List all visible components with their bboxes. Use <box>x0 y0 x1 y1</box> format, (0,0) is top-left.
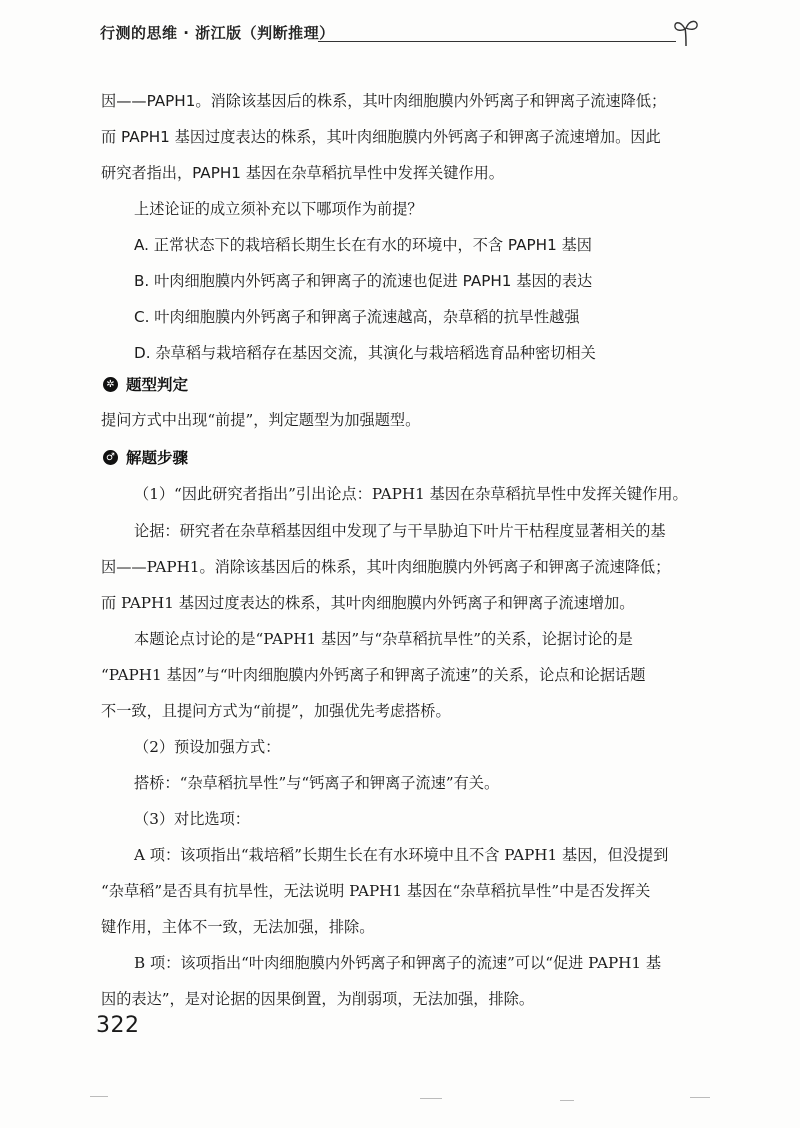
step-line: 搭桥：“杂草稻抗旱性”与“钙离子和钾离子流速”有关。 <box>134 774 500 792</box>
section-type-text: 提问方式中出现“前提”，判定题型为加强题型。 <box>101 411 421 429</box>
question-prompt: 上述论证的成立须补充以下哪项作为前提？ <box>134 200 423 218</box>
scan-speck <box>690 1097 710 1098</box>
step-line: “杂草稻”是否具有抗旱性，无法说明 PAPH1 基因在“杂草稻抗旱性”中是否发挥关 <box>101 882 651 900</box>
step-line: 因——PAPH1。消除该基因后的株系，其叶肉细胞膜内外钙离子和钾离子流速降低； <box>101 558 671 576</box>
step-line: 因的表达”，是对论据的因果倒置，为削弱项，无法加强，排除。 <box>101 990 535 1008</box>
question-line: 因——PAPH1。消除该基因后的株系，其叶肉细胞膜内外钙离子和钾离子流速降低； <box>101 92 667 110</box>
step-line: “PAPH1 基因”与“叶肉细胞膜内外钙离子和钾离子流速”的关系，论点和论据话题 <box>101 666 646 684</box>
option-a: A. 正常状态下的栽培稻长期生长在有水的环境中，不含 PAPH1 基因 <box>134 236 592 254</box>
scan-speck <box>90 1096 108 1097</box>
running-header <box>0 0 800 60</box>
gear-icon: ✲ <box>103 377 118 392</box>
header-title: 行测的思维 · 浙江版（判断推理） <box>100 24 335 42</box>
step-line: 本题论点讨论的是“PAPH1 基因”与“杂草稻抗旱性”的关系，论据讨论的是 <box>134 630 633 648</box>
question-line: 研究者指出，PAPH1 基因在杂草稻抗旱性中发挥关键作用。 <box>101 164 504 182</box>
sprout-icon <box>672 16 700 48</box>
section-heading-steps <box>103 446 188 468</box>
step-line: 不一致，且提问方式为“前提”，加强优先考虑搭桥。 <box>101 702 451 720</box>
step-line: （2）预设加强方式： <box>134 738 281 756</box>
step-line: B 项：该项指出“叶肉细胞膜内外钙离子和钾离子的流速”可以“促进 PAPH1 基 <box>134 954 662 972</box>
section-heading-type <box>103 373 188 395</box>
question-line: 而 PAPH1 基因过度表达的株系，其叶肉细胞膜内外钙离子和钾离子流速增加。因此 <box>101 128 661 146</box>
scan-speck <box>420 1098 442 1099</box>
page-number: 322 <box>96 1013 140 1038</box>
scan-speck <box>560 1100 574 1101</box>
option-d: D. 杂草稻与栽培稻存在基因交流，其演化与栽培稻选育品种密切相关 <box>134 344 596 362</box>
step-line: 键作用，主体不一致，无法加强，排除。 <box>101 918 375 936</box>
step-line: （3）对比选项： <box>134 810 250 828</box>
step-line: 而 PAPH1 基因过度表达的株系，其叶肉细胞膜内外钙离子和钾离子流速增加。 <box>101 594 635 612</box>
step-line: 论据：研究者在杂草稻基因组中发现了与干旱胁迫下叶片干枯程度显著相关的基 <box>134 522 666 540</box>
option-b: B. 叶肉细胞膜内外钙离子和钾离子的流速也促进 PAPH1 基因的表达 <box>134 272 593 290</box>
mars-icon: ♂ <box>103 450 118 465</box>
step-line: A 项：该项指出“栽培稻”长期生长在有水环境中且不含 PAPH1 基因，但没提到 <box>134 846 669 864</box>
option-c: C. 叶肉细胞膜内外钙离子和钾离子流速越高，杂草稻的抗旱性越强 <box>134 308 580 326</box>
section-heading-label: 题型判定 <box>126 376 189 394</box>
header-rule <box>318 41 676 42</box>
step-line: （1）“因此研究者指出”引出论点：PAPH1 基因在杂草稻抗旱性中发挥关键作用。 <box>134 485 688 503</box>
section-heading-label: 解题步骤 <box>126 449 189 467</box>
